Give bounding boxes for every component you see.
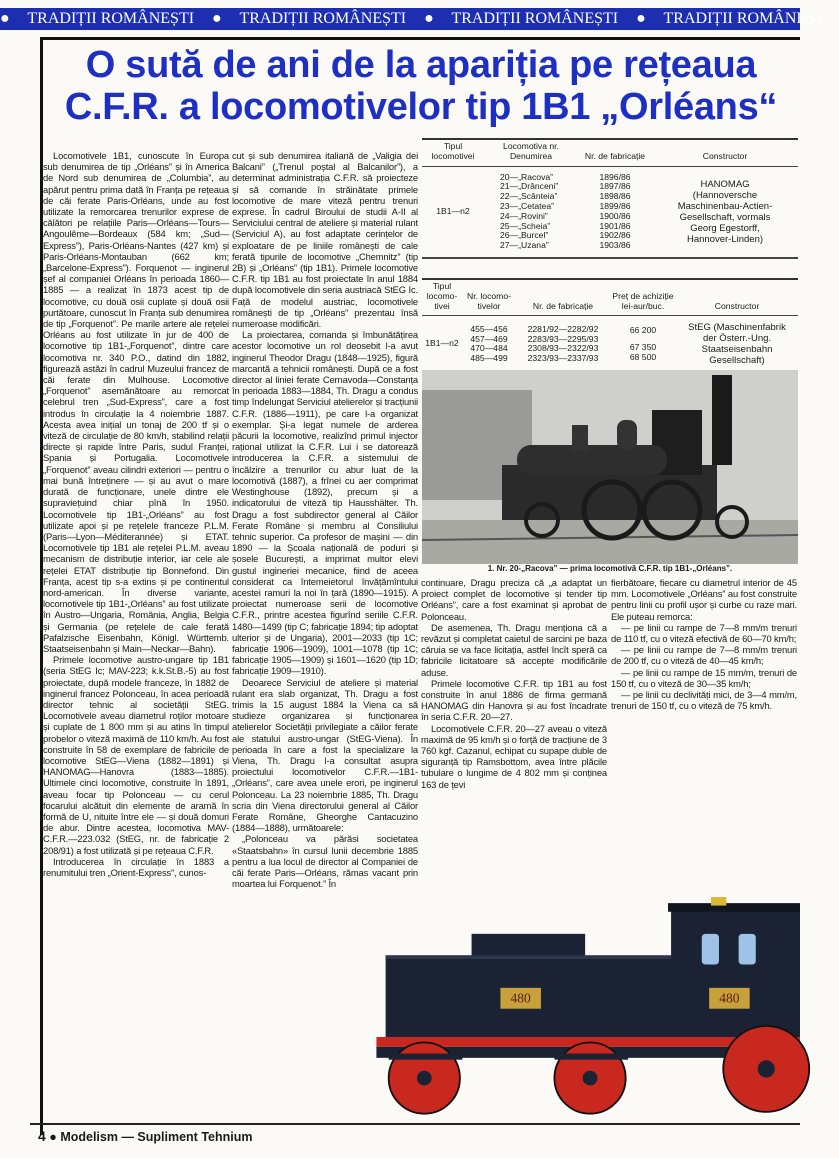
paragraph: continuare, Dragu preciza că „a adaptat un proiect complet de locomotive și tender tip Orléans”, care a fost examinat și aprobat de Polonceau. xyxy=(421,577,607,622)
table-cell-constructor xyxy=(652,166,798,258)
table-header: Nr. de fabricație xyxy=(578,139,652,166)
paragraph: Deoarece Serviciul de ateliere și material rulant era slab organizat, Th. Dragu a fost trimis la 15 august 1884 la Viena ca să studieze organizarea și funcționarea atelierelor Societății privilegiate a căilor ferate ale statului austro-ungar (StEG-Viena). În perioada în care a fost la specializare la Viena, Th. Dragu l-a consultat asupra proiectului locomotivelor C.F.R.—1B1-„Orléans”, care avea unele erori, pe inginerul Polonceau. La 23 noiembrie 1885, Th. Dragu scria din Viena directorului general al Căilor Ferate Române, Gheorghe Cantacuzino (1884—1888), următoarele: xyxy=(232,676,418,834)
page-footer xyxy=(38,1128,252,1144)
locomotive-name: 24—„Rovini” xyxy=(500,210,548,221)
locomotive-name: 21—„Drânceni” xyxy=(500,181,559,192)
constructor-line: Staatseisenbahn xyxy=(701,344,773,356)
paragraph: La proiectarea, comanda și îmbunătățirea acestor locomotive un rol deosebit l-a avut inginerul Theodor Dragu (1848—1925), figură marcantă a tehnicii românești. După ce a fost director al liniei ferate Cernavoda—Constanța în perioada 1883—1884, Th. Dragu a condus timp îndelungat Serviciul atelierelor și tracțiunii C.F.R. (1886—1911), pe care l-a organizat exemplar. Și-a legat numele de arderea păcurii la locomotive, realizînd primul injector rațional utilizat la C.F.R. Lui i se datorează introducerea la C.F.R. a sistemului de încălzire a trenurilor cu abur luat de la locomotivă (1887), a frînei cu aer comprimat Westinghouse (1892), precum și a indicatorului de viteză tip Hausshälter. Th. Dragu a fost subdirector general al Căilor Ferate Române și membru al Consiliului tehnic superior. Ca profesor de mașini — din 1890 — la Școala națională de poduri și șosele București, a imprimat multor elevi gustul ingineriei mecanice, fiind de aceea considerat ca întemeietorul învățămîntului acestei ramuri la noi în țară (1890—1915). A proiectat numeroase serii de locomotive C.F.R., printre acestea figurînd seriile C.F.R. 1480—1499 (tip C; fabricație 1894; tip adoptat ulterior și de Ungaria), 2001—2033 (tip 1C; fabricație 1906—1909), 1001—1078 (tip 1C; fabricație 1905—1909) și 1601—1620 (tip 1D; fabricație 1909—1910). xyxy=(232,329,418,677)
banner-text: TRADIȚII ROMÂNEȘTI xyxy=(239,10,407,27)
paragraph: — pe linii cu rampe de 15 mm/m, trenuri de 150 tf, cu o viteză de 30—35 km/h; xyxy=(611,666,797,689)
banner-bullet: ● xyxy=(0,10,10,27)
table-cell-fabrication xyxy=(578,166,652,258)
table-cell-fabrication xyxy=(516,316,610,374)
paragraph: — pe linii cu rampe de 7—8 mm/m trenuri de 110 tf, cu o viteză efectivă de 60—70 km/h; xyxy=(611,621,797,645)
text-column-1 xyxy=(43,150,229,878)
paragraph: Primele locomotive C.F.R. tip 1B1 au fost construite în anul 1886 de firma germană HANOMAG din Hanovra și au fost încadrate în seria C.F.R. 20—27. xyxy=(421,677,607,723)
locomotive-photo xyxy=(422,370,798,564)
constructor-line: Maschinenbau-Actien- xyxy=(677,200,773,212)
banner-text: TRADIȚII ROMÂNEȘTI xyxy=(27,10,195,27)
text-column-3 xyxy=(421,577,607,790)
fabrication-number: 1897/86 xyxy=(599,181,631,192)
paragraph: fierbătoare, fiecare cu diametrul interior de 45 mm. Locomotivele „Orléans” au fost construite pentru linii cu profil ușor și curbe cu raze mari. Ele puteau remorca: xyxy=(611,577,797,622)
locomotive-illustration xyxy=(0,897,800,1118)
publication-name: Modelism — Supliment Tehnium xyxy=(60,1130,253,1144)
fabrication-number: 1902/86 xyxy=(599,230,631,241)
paragraph: Primele locomotive austro-ungare tip 1B1 (seria StEG Ic; MAV-223; k.k.St.B.-5) au fost proiectate, după modele franceze, în 1882 de inginerul francez Polonceau, în acea perioadă director tehnic al societății StEG. Locomotivele aveau diametrul roților motoare și cuplate de 1 800 mm și au atins în timpul probelor o viteză maximă de 110 km/h. Au fost construite în 58 de exemplare de fabricile de locomotive StEG—Viena (1882—1891) și HANOMAG—Hanovra (1883—1885). Ultimele cinci locomotive, construite în 1891, aveau focar tip Polonceau — cu cerul focarului alcătuit din elemente de aramă în formă de U, nituite între ele — și două domuri de abur. Dintre acestea, locomotiva MAV-C.F.R.—223.032 (StEG, nr. de fabricație 2 208/91) a fost utilizată și pe rețeaua C.F.R. xyxy=(43,654,229,856)
title-line-1: O sută de ani de la apariția pe rețeaua xyxy=(85,44,757,86)
constructor-line: Gesellschaft) xyxy=(709,355,765,367)
fabrication-number: 1901/86 xyxy=(599,220,631,231)
paragraph: Locomotivele C.F.R. 20—27 aveau o viteză maximă de 95 km/h și o forță de tracțiune de 3 760 kgf. Cazanul, echipat cu supape duble de siguranță tip Ramsbottom, avea între plăcile tubulare o lungime de 4 802 mm și conținea 163 de țevi xyxy=(421,722,607,790)
fabrication-range: 2283/93—2295/93 xyxy=(527,333,599,344)
locomotive-number-range: 485—499 xyxy=(470,353,508,364)
paragraph: Introducerea în circulație în 1883 a renumitului tren „Orient-Express”, cunos- xyxy=(43,855,229,878)
table-header: Nr. locomo-tivelor xyxy=(462,279,516,316)
table-cell-locomotives xyxy=(484,166,578,258)
price: 68 500 xyxy=(629,352,657,363)
fabrication-number: 1900/86 xyxy=(599,210,631,221)
paragraph: De asemenea, Th. Dragu menționa că a revăzut și completat caietul de sarcini pe baza căruia se va face licitația, astfel încît speră ca fabricile licitatoare să accepte modificările aduse. xyxy=(421,621,607,678)
table-series-20-27 xyxy=(422,138,798,259)
article-title xyxy=(42,44,800,128)
photo-caption: 1. Nr. 20-„Racova” — prima locomotivă C.F.R. tip 1B1-„Orléans”. xyxy=(487,564,733,573)
table-cell-type: 1B1—n2 xyxy=(436,205,470,216)
locomotive-name: 26—„Burcel” xyxy=(500,230,549,241)
table-header: Nr. de fabricație xyxy=(516,279,610,316)
table-header: Tipul locomo-tivei xyxy=(422,279,462,316)
footer-bullet-icon: ● xyxy=(49,1130,57,1144)
locomotive-name: 20—„Racova” xyxy=(500,171,554,182)
fabrication-range: 2323/93—2337/93 xyxy=(527,353,599,364)
section-banner xyxy=(0,8,825,30)
fabrication-range: 2281/92—2282/92 xyxy=(527,323,599,334)
table-header: Tipul locomotivei xyxy=(422,139,484,166)
table-cell-prices xyxy=(610,316,676,374)
paragraph: Locomotivele 1B1, cunoscute în Europa sub denumirea de tip „Orléans” și în America de Nord sub denumirea de „Columbia”, au apărut pentru prima dată în Franța pe rețeaua de căi ferate Paris-Orléans, unde au fost utilizate la remorcarea trenurilor exprese de călători pe relațiile Paris—Orléans—Tours—Angoulême—Bordeaux (584 km; „Sud—Express”), Paris-Orléans-Nantes (427 km) și Paris-Orléans-Montauban (662 km; „Barcelone-Express”). Forquenot — inginerul șef al companiei Orléans în perioada 1860—1885 — a realizat în 1873 acest tip de locomotive, cu două osii cuplate și două osii purtătoare, cunoscut în Franța sub denumirea de tip „Forquenot”. Pe marile artere ale rețelei Orléans au fost utilizate în jur de 400 de locomotive tip 1B1-„Forquenot”, dintre care locomotiva nr. 340 P.O., datind din 1882, figurează astăzi în cadrul Muzeului francez de căi ferate din Mulhouse. Locomotive „Forquenot” asemănătoare au remorcat celebrul tren „Sud-Express”, care a fost introdus în circulație la 4 noiembrie 1887. Acesta avea inițial un tonaj de 200 tf și o viteză de circulație de 80 km/h, stabilind relații directe și rapide între Paris, sudul Franței, Spania și Portugalia. Locomotivele „Forquenot” aveau cilindri exteriori — pentru o mai bună întreținere — și au avut o mare durată de funcționare, unele dintre ele supraviețuind chiar pînă în 1950. Locomotivele tip 1B1-„Orléans” au fost utilizate apoi și pe rețelele franceze P.L.M. (Paris—Lyon—Méditerannée) și ETAT. Locomotivele tip 1B1 ale rețelei P.L.M. aveau mecanism de distribuție interior, iar cele ale rețelei ETAT distribuție tip Bonnefond. Din Franța, acest tip s-a extins și pe continentul nord-american. În diverse variante, locomotivele tip 1B1-„Orléans” au fost utilizate în Austro—Ungaria, România, Anglia, Belgia și Germania (pe rețelele de cale ferată Pafalzische Eisenbahn, Königl. Württemb. Staatseisenbahn și Main—Neckar—Bahn). xyxy=(43,150,229,654)
constructor-line: (Hannoversche xyxy=(692,189,758,201)
constructor-line: StEG (Maschinenfabrik xyxy=(688,322,786,334)
locomotive-number-range: 470—484 xyxy=(470,343,508,354)
banner-bullet: ● xyxy=(212,10,222,27)
table-header: Constructor xyxy=(676,279,798,316)
locomotive-number-range: 457—469 xyxy=(470,333,508,344)
locomotive-name: 22—„Scânteia” xyxy=(500,191,558,202)
paragraph: „Polonceau va părăsi societatea «Staatsbahn» în cursul lunii decembrie 1885 pentru a lua locul de director al Companiei de căi ferate Paris—Orléans, rămas vacant prin moartea lui Forquenot.” În xyxy=(232,833,418,890)
title-line-2: C.F.R. a locomotivelor tip 1B1 „Orléans“ xyxy=(64,86,778,128)
banner-text: TRADIȚII ROMÂNEȘT xyxy=(663,10,825,27)
fabrication-number: 1898/86 xyxy=(599,191,631,202)
fabrication-number: 1899/86 xyxy=(599,200,631,211)
paragraph: — pe linii cu declivități mici, de 3—4 mm/m, trenuri de 150 tf, cu o viteză de 75 km/h. xyxy=(611,689,797,712)
locomotive-name: 23—„Cetatea” xyxy=(500,200,554,211)
footer-rule xyxy=(30,1123,800,1125)
tender-number-plate: 480 xyxy=(510,990,531,1006)
paragraph: — pe linii cu rampe de 7—8 mm/m trenuri de 200 tf, cu o viteză de 40—45 km/h; xyxy=(611,644,797,667)
locomotive-name: 25—„Scheia” xyxy=(500,220,551,231)
table-cell-type: 1B1—n2 xyxy=(425,338,459,349)
table-header: Constructor xyxy=(652,139,798,166)
paragraph: cut și sub denumirea italiană de „Valigia dei Balcani” („Trenul poștal al Balcanilor”), a determinat administrația C.F.R. să proiecteze și să comande în străinătate primele locomotive de mare viteză pentru trenuri exprese. În cadrul Biroului de studii A-II al Serviciului central de ateliere și material rulant (Serviciul A), au fost adaptate cerințelor de exploatare de pe liniile românești de cale ferată tipurile de locomotive „Chemnitz” (tip 2B) și „Orléans” (tip 1B1). Primele locomotive C.F.R. tip 1B1 au fost proiectate în anul 1884 după locomotivele din seria austriacă StEG Ic. Față de modelul austriac, locomotivele românești de tip „Orléans” prezentau însă numeroase modificări. xyxy=(232,150,418,330)
banner-bullet: ● xyxy=(636,10,646,27)
fabrication-number: 1896/86 xyxy=(599,171,631,182)
text-column-4 xyxy=(611,577,797,711)
constructor-line: Hannover-Linden) xyxy=(686,233,764,245)
cab-number-plate: 480 xyxy=(719,990,740,1006)
banner-bullet: ● xyxy=(424,10,434,27)
banner-text: TRADIȚII ROMÂNEȘTI xyxy=(451,10,619,27)
constructor-line: HANOMAG xyxy=(700,178,750,190)
locomotive-number-range: 455—456 xyxy=(470,323,508,334)
constructor-line: der Österr.-Ung. xyxy=(702,333,772,345)
price: 67 350 xyxy=(629,342,657,353)
table-cell-constructor xyxy=(676,316,798,374)
table-series-455-499 xyxy=(422,278,798,374)
fabrication-range: 2308/93—2322/93 xyxy=(527,343,599,354)
constructor-line: Georg Egestorff, xyxy=(690,222,760,234)
text-column-2 xyxy=(232,150,418,889)
constructor-line: Gesellschaft, vormals xyxy=(679,211,771,223)
page-number: 4 xyxy=(38,1128,46,1144)
table-cell-numbers xyxy=(462,316,516,374)
table-header: Locomotiva nr. Denumirea xyxy=(484,139,578,166)
table-header: Preț de achiziție lei-aur/buc. xyxy=(610,279,676,316)
price: 66 200 xyxy=(629,324,657,335)
fabrication-number: 1903/86 xyxy=(599,240,631,251)
locomotive-name: 27—„Uzana” xyxy=(500,240,549,251)
